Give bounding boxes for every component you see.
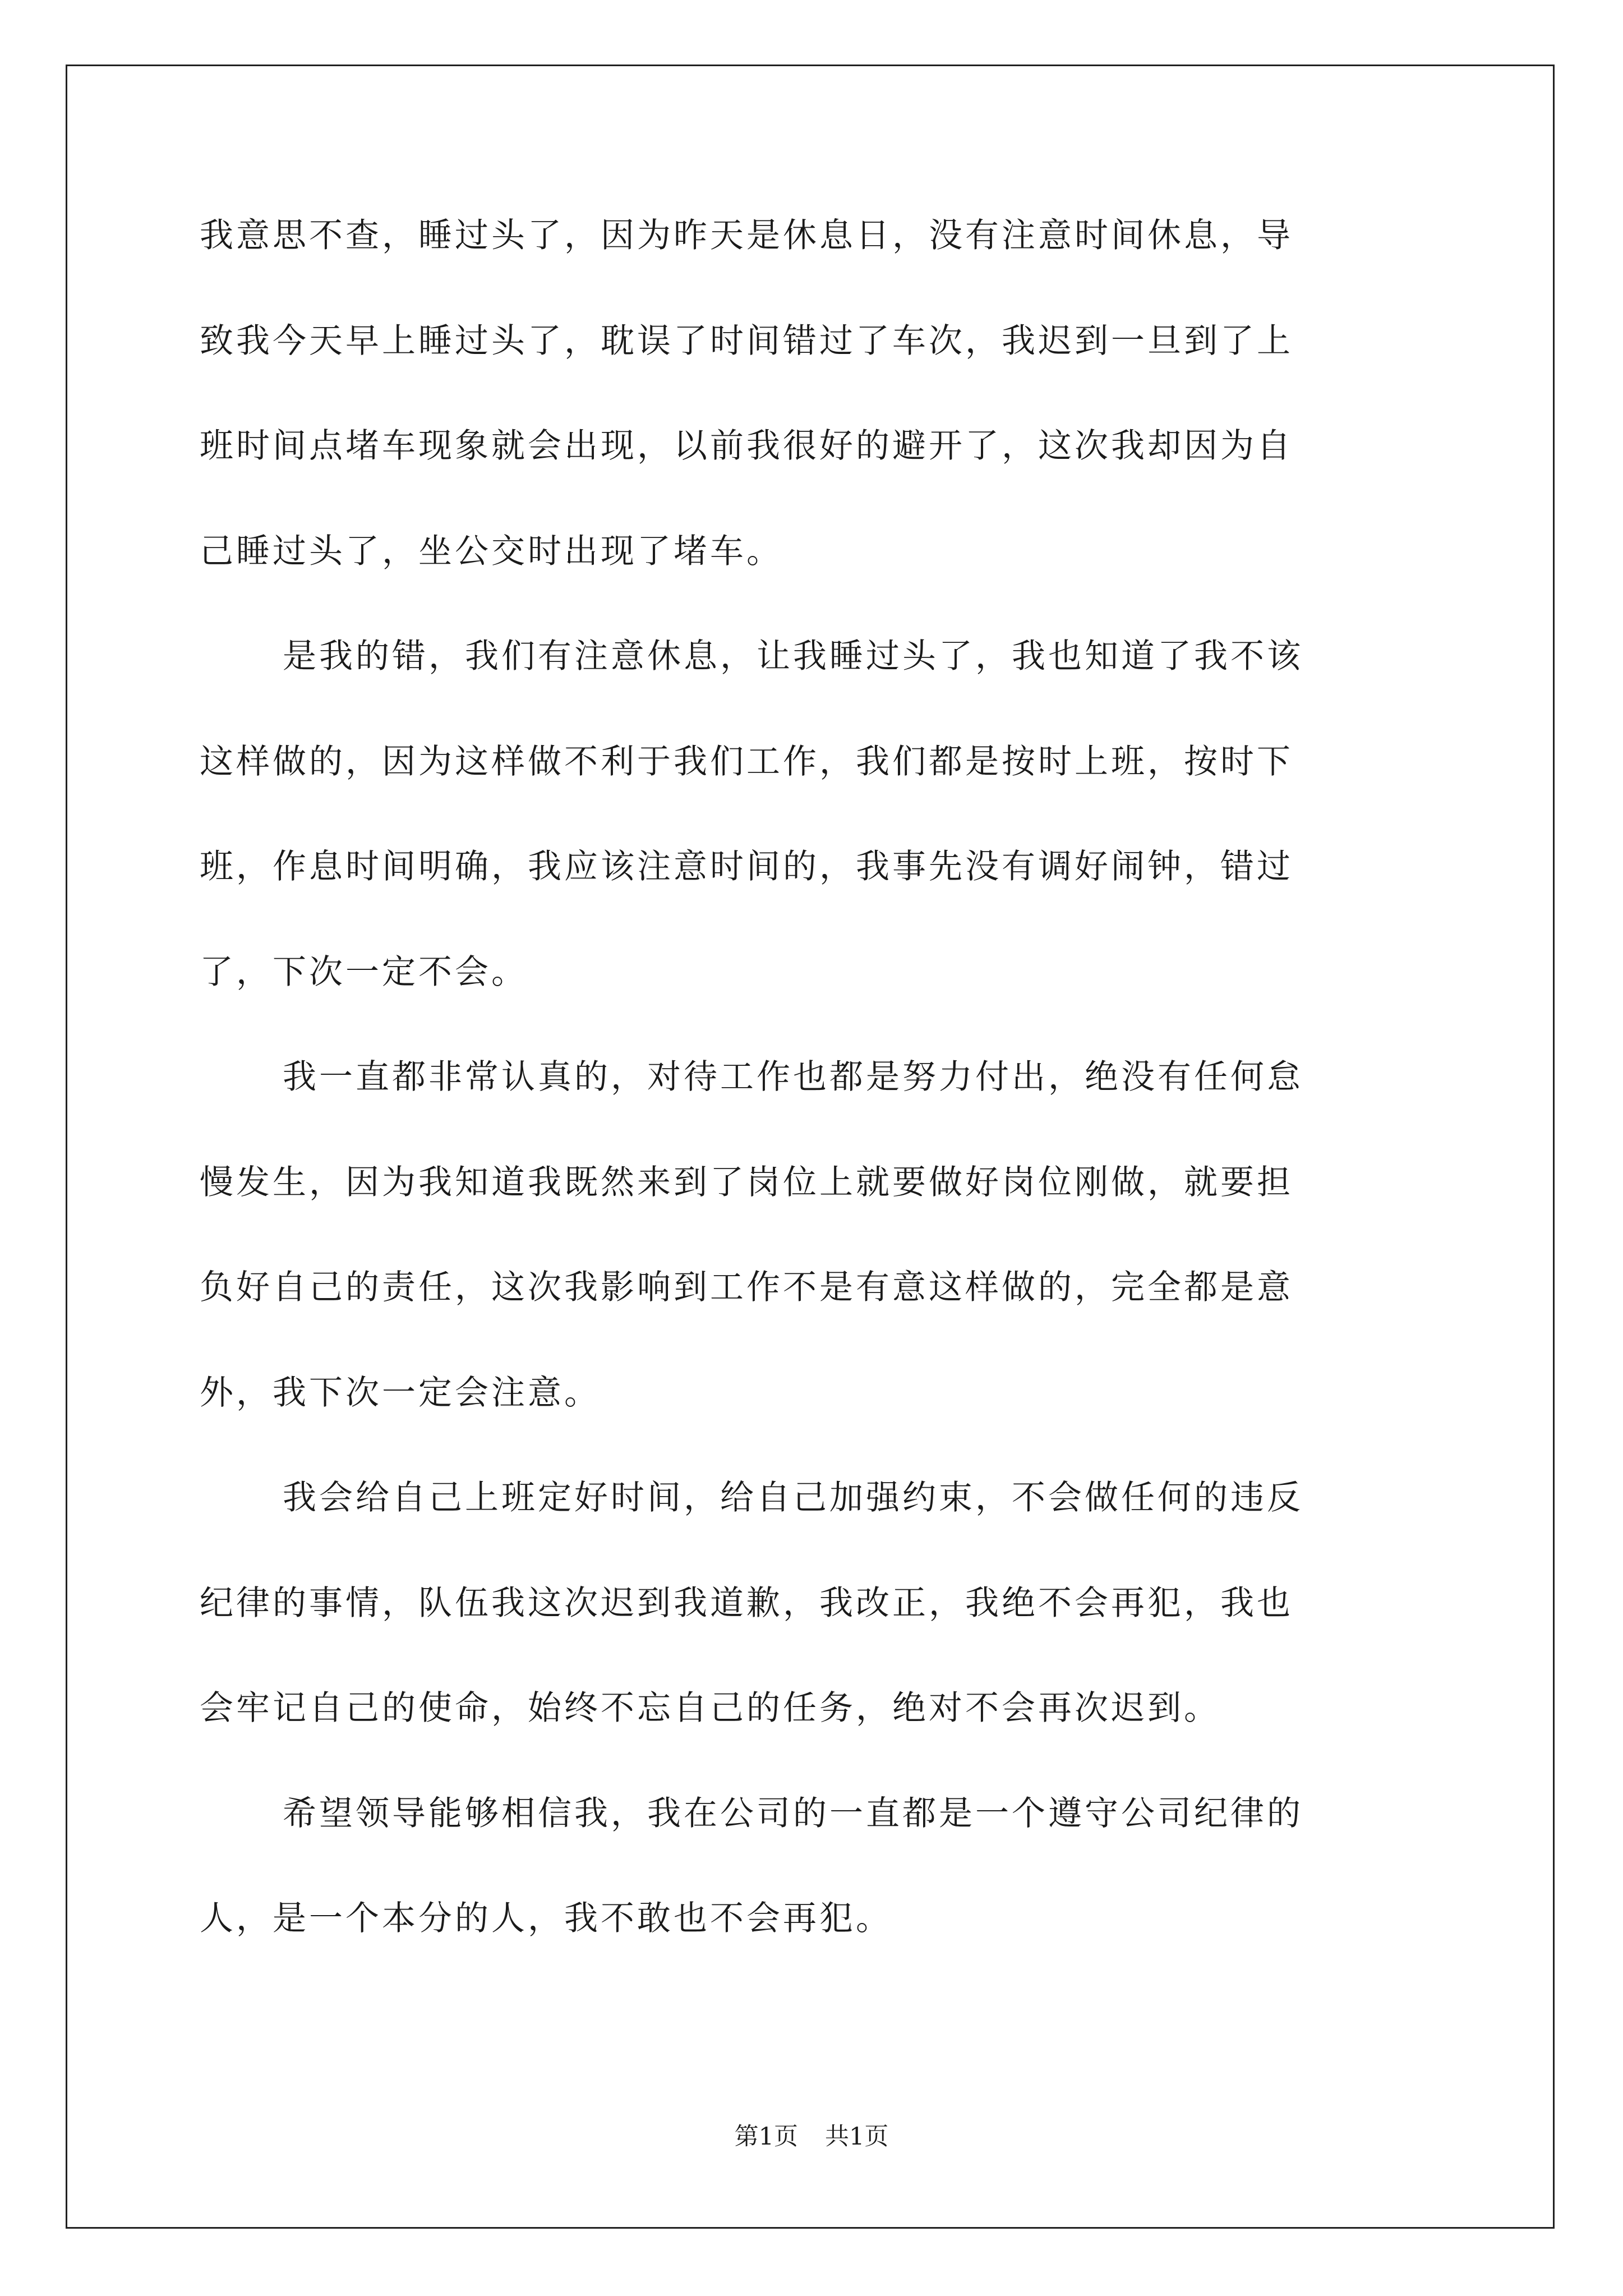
text-line-7: 班，作息时间明确，我应该注意时间的，我事先没有调好闹钟，错过 xyxy=(200,847,1293,886)
page-total: 共1页 xyxy=(825,2123,889,2151)
text-line-4: 己睡过头了，坐公交时出现了堵车。 xyxy=(200,531,783,571)
text-line-11: 负好自己的责任，这次我影响到工作不是有意这样做的，完全都是意 xyxy=(200,1268,1293,1307)
text-line-16: 希望领导能够相信我，我在公司的一直都是一个遵守公司纪律的 xyxy=(283,1793,1303,1833)
text-line-17: 人，是一个本分的人，我不敢也不会再犯。 xyxy=(200,1899,892,1938)
text-line-15: 会牢记自己的使命，始终不忘自己的任务，绝对不会再次迟到。 xyxy=(200,1688,1220,1728)
document-body xyxy=(200,213,1422,2001)
text-line-12: 外，我下次一定会注意。 xyxy=(200,1373,601,1412)
text-line-2: 致我今天早上睡过头了，耽误了时间错过了车次，我迟到一旦到了上 xyxy=(200,321,1293,361)
text-line-10: 慢发生，因为我知道我既然来到了岗位上就要做好岗位刚做，就要担 xyxy=(200,1162,1293,1202)
text-line-14: 纪律的事情，队伍我这次迟到我道歉，我改正，我绝不会再犯，我也 xyxy=(200,1583,1293,1623)
text-line-3: 班时间点堵车现象就会出现，以前我很好的避开了，这次我却因为自 xyxy=(200,426,1293,466)
text-line-1: 我意思不查，睡过头了，因为昨天是休息日，没有注意时间休息，导 xyxy=(200,216,1293,255)
text-line-6: 这样做的，因为这样做不利于我们工作，我们都是按时上班，按时下 xyxy=(200,742,1293,781)
text-line-5: 是我的错，我们有注意休息，让我睡过头了，我也知道了我不该 xyxy=(283,637,1303,676)
page-footer xyxy=(0,2118,1623,2152)
text-line-13: 我会给自己上班定好时间，给自己加强约束，不会做任何的违反 xyxy=(283,1478,1303,1517)
text-line-9: 我一直都非常认真的，对待工作也都是努力付出，绝没有任何怠 xyxy=(283,1057,1303,1097)
page-number: 第1页 xyxy=(734,2123,798,2151)
text-line-8: 了，下次一定不会。 xyxy=(200,952,528,992)
